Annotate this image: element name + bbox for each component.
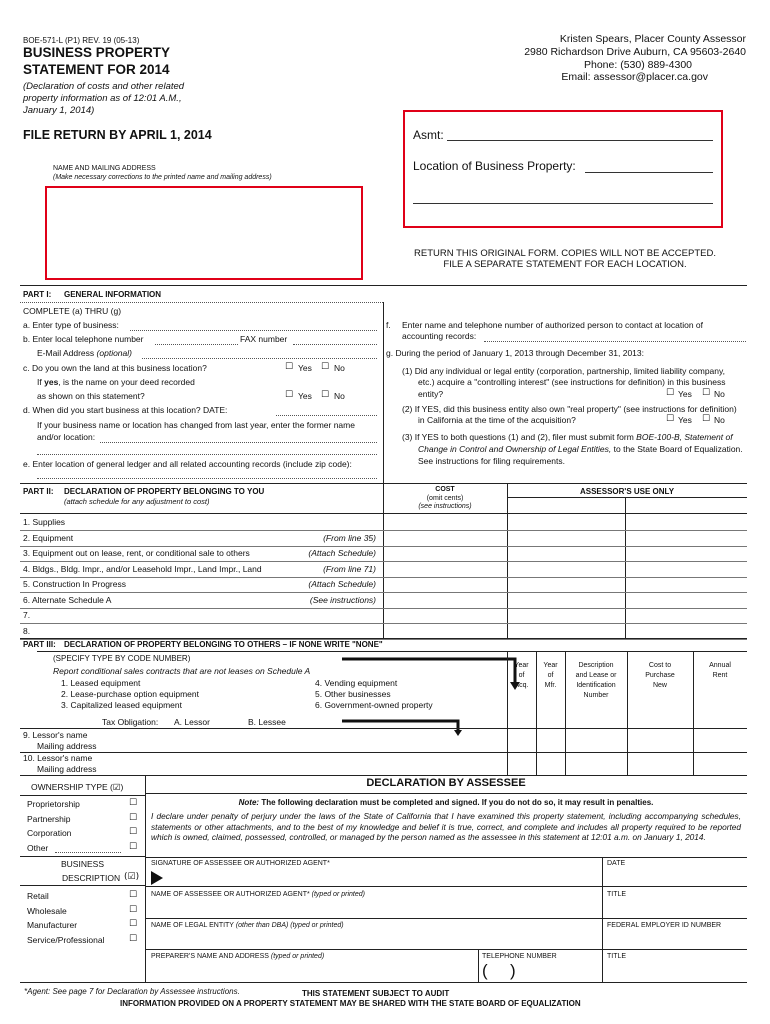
form-subtitle-line1: (Declaration of costs and other related <box>23 81 185 92</box>
business-item-label: Retail <box>27 891 49 901</box>
part1-e: e. Enter location of general ledger and all related accounting records (include zip code): <box>23 459 352 469</box>
code-4: 4. Vending equipment <box>315 678 398 688</box>
form-title-line2: STATEMENT FOR 2014 <box>23 62 170 77</box>
part2-row-label: 3. Equipment out on lease, rent, or conditional sale to others <box>23 548 250 558</box>
deed-question-line1: If yes, is the name on your deed recorded <box>37 377 195 387</box>
ownership-item-checkbox[interactable]: ☐ <box>129 827 138 837</box>
part2-cost-cell[interactable] <box>384 515 506 529</box>
name-address-label: NAME AND MAILING ADDRESS <box>53 165 156 172</box>
part2-cost-cell[interactable] <box>384 608 506 622</box>
business-item-label: Manufacturer <box>27 920 78 930</box>
signature-top-rule <box>145 857 747 858</box>
separate-statement-notice: FILE A SEPARATE STATEMENT FOR EACH LOCATION. <box>443 259 687 270</box>
declaration-note: Note: The following declaration must be completed and signed. If you do not do so, it may result in penalties. <box>238 798 654 807</box>
fax-label: FAX number <box>240 334 288 344</box>
own-land-no: No <box>334 363 345 373</box>
deed-question-line2: as shown on this statement? <box>37 391 145 401</box>
phone-divider <box>478 949 479 982</box>
business-item-checkbox[interactable]: ☐ <box>129 904 138 915</box>
form-subtitle-line2: property information as of 12:01 A.M., <box>23 93 182 104</box>
part2-sub: (attach schedule for any adjustment to cost) <box>64 497 210 506</box>
form-subtitle-line3: January 1, 2014) <box>23 105 95 116</box>
preparer-rule <box>145 949 747 950</box>
asmt-line[interactable] <box>447 140 713 141</box>
phone-paren-close[interactable]: ) <box>510 961 516 980</box>
g1-yes: Yes <box>678 389 692 399</box>
title-label: TITLE <box>607 891 627 898</box>
g3-line1: (3) If YES to both questions (1) and (2), filer must submit form BOE-100-B, Statement of <box>402 432 733 442</box>
deed-no: No <box>334 391 345 401</box>
phone-paren-open[interactable]: ( <box>482 961 488 980</box>
assessor-address: 2980 Richardson Drive Auburn, CA 95603-2640 <box>524 46 746 58</box>
g1-line3: entity? <box>418 389 444 399</box>
ownership-title-rule <box>20 795 145 796</box>
lessor-10-rule <box>20 752 747 753</box>
part2-heading: DECLARATION OF PROPERTY BELONGING TO YOU <box>64 487 265 496</box>
ownership-item-label: Partnership <box>27 813 71 824</box>
business-type-line[interactable] <box>130 330 377 331</box>
g2-line1: (2) If YES, did this business entity also own "real property" (see instructions for definition) <box>402 404 737 414</box>
deed-no-checkbox[interactable]: ☐ <box>321 390 330 400</box>
business-item-checkbox[interactable]: ☐ <box>129 890 138 900</box>
ownership-item-checkbox[interactable]: ☐ <box>129 812 138 823</box>
part2-row-label: 6. Alternate Schedule A <box>23 594 112 605</box>
tax-obligation-label: Tax Obligation: <box>102 717 159 727</box>
business-item-checkbox[interactable]: ☐ <box>129 919 138 929</box>
assessor-name: Kristen Spears, Placer County Assessor <box>559 33 746 45</box>
g3-line2: Change in Control and Ownership of Legal Entities, to the State Board of Equalization. <box>418 444 743 454</box>
ownership-item-label: Proprietorship <box>27 799 80 809</box>
col-annual-rent: Annual Rent <box>709 662 731 679</box>
cost-omit-cents: (omit cents) <box>426 495 464 502</box>
business-desc-title-1: BUSINESS <box>61 859 104 869</box>
col-year-acq: Year of Acq. <box>514 662 529 689</box>
own-land-yes: Yes <box>298 363 312 373</box>
part2-row-note: (From line 35) <box>323 532 376 543</box>
asmt-label: Asmt: <box>413 128 444 142</box>
former-name-line-2[interactable] <box>37 454 377 455</box>
assessor-use-rule <box>507 497 747 498</box>
agent-name-label: NAME OF ASSESSEE OR AUTHORIZED AGENT* (typed or printed) <box>151 891 365 898</box>
part2-row-note: (See instructions) <box>309 594 376 605</box>
former-name-line-1[interactable] <box>100 442 377 443</box>
part2-cost-cell[interactable] <box>384 562 506 576</box>
ownership-item-checkbox[interactable]: ☐ <box>129 798 138 808</box>
email-label: E-Mail Address (optional) <box>37 348 132 358</box>
location-line-1[interactable] <box>585 172 713 173</box>
part1-a: a. Enter type of business: <box>23 320 119 330</box>
mailing-address-box[interactable] <box>45 186 363 280</box>
ownership-bottom-rule <box>20 856 145 857</box>
email-line[interactable] <box>142 358 377 359</box>
location-line-2[interactable] <box>413 203 713 204</box>
telephone-line[interactable] <box>155 344 238 345</box>
preparer-title-label: TITLE <box>607 953 627 960</box>
code-3: 3. Capitalized leased equipment <box>61 700 182 710</box>
part1-heading-rule <box>20 302 383 303</box>
deed-yes: Yes <box>298 391 312 401</box>
ownership-item-label: Corporation <box>27 828 72 838</box>
code-6: 6. Government-owned property <box>315 700 433 710</box>
part2-row-note: (Attach Schedule) <box>308 548 376 558</box>
part1-heading: GENERAL INFORMATION <box>64 290 162 299</box>
form-bottom-rule <box>20 982 747 983</box>
part1-num: PART I: <box>23 290 52 299</box>
assessor-phone: Phone: (530) 889-4300 <box>584 59 692 71</box>
lessor-10-address: Mailing address <box>37 764 97 774</box>
part2-row-note: (From line 71) <box>323 563 376 574</box>
sign-here-arrow-icon <box>150 870 164 886</box>
file-return-deadline: FILE RETURN BY APRIL 1, 2014 <box>23 128 212 142</box>
ownership-type-title: OWNERSHIP TYPE (☑) <box>31 782 124 792</box>
ownership-item-label: Other <box>27 842 49 853</box>
part2-cost-cell[interactable] <box>384 546 506 560</box>
g3-line3: See instructions for filing requirements. <box>418 456 565 466</box>
declaration-title: DECLARATION BY ASSESSEE <box>366 777 526 789</box>
declaration-title-rule <box>145 793 747 794</box>
ownership-item-checkbox[interactable]: ☐ <box>129 841 138 852</box>
part1-b: b. Enter local telephone number <box>23 334 144 344</box>
boe-share-notice: INFORMATION PROVIDED ON A PROPERTY STATEMENT MAY BE SHARED WITH THE STATE BOARD OF EQUALIZATION <box>120 999 581 1008</box>
part2-row-label: 7. <box>23 610 31 620</box>
business-item-label: Service/Professional <box>27 934 105 945</box>
lessor-9-address: Mailing address <box>37 741 97 751</box>
return-original-notice: RETURN THIS ORIGINAL FORM. COPIES WILL NOT BE ACCEPTED. <box>414 248 716 259</box>
lessor-9-name: 9. Lessor's name <box>23 730 88 740</box>
business-item-label: Wholesale <box>27 905 67 916</box>
declaration-text: I declare under penalty of perjury under the laws of the State of California that I have examined this property statement, including accompanying schedules, statements or other attachments, and to the best of my knowledge and belief it is true, correct, and complete and includes all property required to be reported which is owned, claimed, possessed, controlled, or managed by the person named as the assessee in this statement at 12:01 a.m. on January 1, 2014. <box>151 811 741 842</box>
tax-obligation-lessor: A. Lessor <box>174 717 210 727</box>
col-year-mfr: Year of Mfr. <box>543 662 558 689</box>
own-land-no-checkbox[interactable]: ☐ <box>321 362 330 372</box>
assessor-use-only: ASSESSOR'S USE ONLY <box>579 487 675 496</box>
g2-line2: in California at the time of the acquisition? <box>418 415 576 425</box>
ownership-other-line[interactable] <box>55 852 121 853</box>
part3-heading: DECLARATION OF PROPERTY BELONGING TO OTHERS – IF NONE WRITE "NONE" <box>64 640 383 649</box>
part1-f-line1: Enter name and telephone number of authorized person to contact at location of <box>402 320 704 330</box>
lessor-9-rule <box>20 728 747 729</box>
agent-name-rule <box>145 886 747 887</box>
part2-row-label: 8. <box>23 625 31 636</box>
legal-entity-rule <box>145 918 747 919</box>
date-label: DATE <box>607 860 626 867</box>
code-1: 1. Leased equipment <box>61 678 141 688</box>
business-desc-rule <box>20 885 145 886</box>
part2-row-note: (Attach Schedule) <box>308 579 376 589</box>
part1-f-line2: accounting records: <box>402 331 477 341</box>
declaration-right-divider <box>602 857 603 982</box>
part2-cost-cell[interactable] <box>384 531 506 545</box>
part1-d2: If your business name or location has changed from last year, enter the former name <box>37 420 355 430</box>
location-label: Location of Business Property: <box>413 159 576 173</box>
legal-entity-label: NAME OF LEGAL ENTITY (other than DBA) (typed or printed) <box>151 922 344 929</box>
part1-divider <box>383 302 384 483</box>
part3-num: PART III: <box>23 640 56 649</box>
business-desc-title-2: DESCRIPTION <box>62 873 121 883</box>
part1-f-letter: f. <box>386 320 391 330</box>
part2-cost-cell[interactable] <box>384 624 506 638</box>
part1-top-rule <box>20 285 747 286</box>
cost-see-instructions: (see instructions) <box>418 503 472 510</box>
telephone-label: TELEPHONE NUMBER <box>482 953 557 960</box>
g2-yes-checkbox[interactable]: ☐ <box>666 414 675 424</box>
part3-top-rule <box>20 638 747 639</box>
part3-report-note: Report conditional sales contracts that are not leases on Schedule A <box>53 666 311 676</box>
g1-line1: (1) Did any individual or legal entity (corporation, partnership, limited liability company, <box>402 366 725 376</box>
part1-d: d. When did you start business at this location? DATE: <box>23 405 228 415</box>
assessor-email: Email: assessor@placer.ca.gov <box>561 71 708 83</box>
audit-notice: THIS STATEMENT SUBJECT TO AUDIT <box>302 989 450 998</box>
g2-no: No <box>714 415 725 425</box>
part1-c: c. Do you own the land at this business location? <box>23 363 207 373</box>
preparer-label: PREPARER'S NAME AND ADDRESS (typed or printed) <box>151 953 325 960</box>
contact-person-line[interactable] <box>484 341 746 342</box>
part3-heading-rule <box>37 651 747 652</box>
code-arrows <box>340 654 530 736</box>
g1-no-checkbox[interactable]: ☐ <box>702 388 711 398</box>
name-address-note: (Make necessary corrections to the printed name and mailing address) <box>53 174 272 181</box>
start-date-line[interactable] <box>276 415 377 416</box>
cost-header: COST <box>435 486 455 493</box>
fax-line[interactable] <box>293 344 377 345</box>
g1-line2: etc.) acquire a "controlling interest" (see instructions for definition) in this business <box>418 377 726 387</box>
col-cost-new: Cost to Purchase New <box>645 662 675 689</box>
part2-cost-cell[interactable] <box>384 577 506 591</box>
part2-num: PART II: <box>23 487 54 496</box>
g1-no: No <box>714 389 725 399</box>
assessor-col-divider <box>625 497 626 638</box>
deed-yes-checkbox[interactable]: ☐ <box>285 390 294 400</box>
ledger-location-line[interactable] <box>37 478 377 479</box>
part3-bottom-rule <box>20 775 747 776</box>
part1-g: g. During the period of January 1, 2013 through December 31, 2013: <box>386 348 645 358</box>
code-5: 5. Other businesses <box>315 689 391 699</box>
part2-row-label: 4. Bldgs., Bldg. Impr., and/or Leasehold Impr., Land Impr., Land <box>23 563 262 574</box>
tax-obligation-lessee: B. Lessee <box>248 717 286 727</box>
own-land-yes-checkbox[interactable]: ☐ <box>285 362 294 372</box>
col-description: Description and Lease or Identification Number <box>575 662 617 699</box>
part2-row-label: 5. Construction In Progress <box>23 579 126 589</box>
signature-label: SIGNATURE OF ASSESSEE OR AUTHORIZED AGENT* <box>151 860 330 867</box>
business-item-checkbox[interactable]: ☐ <box>129 933 138 944</box>
g2-yes: Yes <box>678 415 692 425</box>
business-desc-mark: (☑) <box>124 872 140 882</box>
form-title-line1: BUSINESS PROPERTY <box>23 45 171 60</box>
part2-row-label: 2. Equipment <box>23 532 74 543</box>
part1-complete: COMPLETE (a) THRU (g) <box>23 306 122 316</box>
part2-cost-cell[interactable] <box>384 593 506 607</box>
g1-yes-checkbox[interactable]: ☐ <box>666 388 675 398</box>
agent-footnote: *Agent: See page 7 for Declaration by Assessee instructions. <box>24 987 240 996</box>
lessor-10-name: 10. Lessor's name <box>23 753 93 763</box>
part2-row-label: 1. Supplies <box>23 517 66 527</box>
part1-d3: and/or location: <box>37 432 96 442</box>
form-id: BOE-571-L (P1) REV. 19 (05-13) <box>23 36 140 45</box>
part3-specify: (SPECIFY TYPE BY CODE NUMBER) <box>53 654 191 663</box>
fein-label: FEDERAL EMPLOYER ID NUMBER <box>607 922 722 929</box>
code-2: 2. Lease-purchase option equipment <box>61 689 199 699</box>
g2-no-checkbox[interactable]: ☐ <box>702 414 711 424</box>
